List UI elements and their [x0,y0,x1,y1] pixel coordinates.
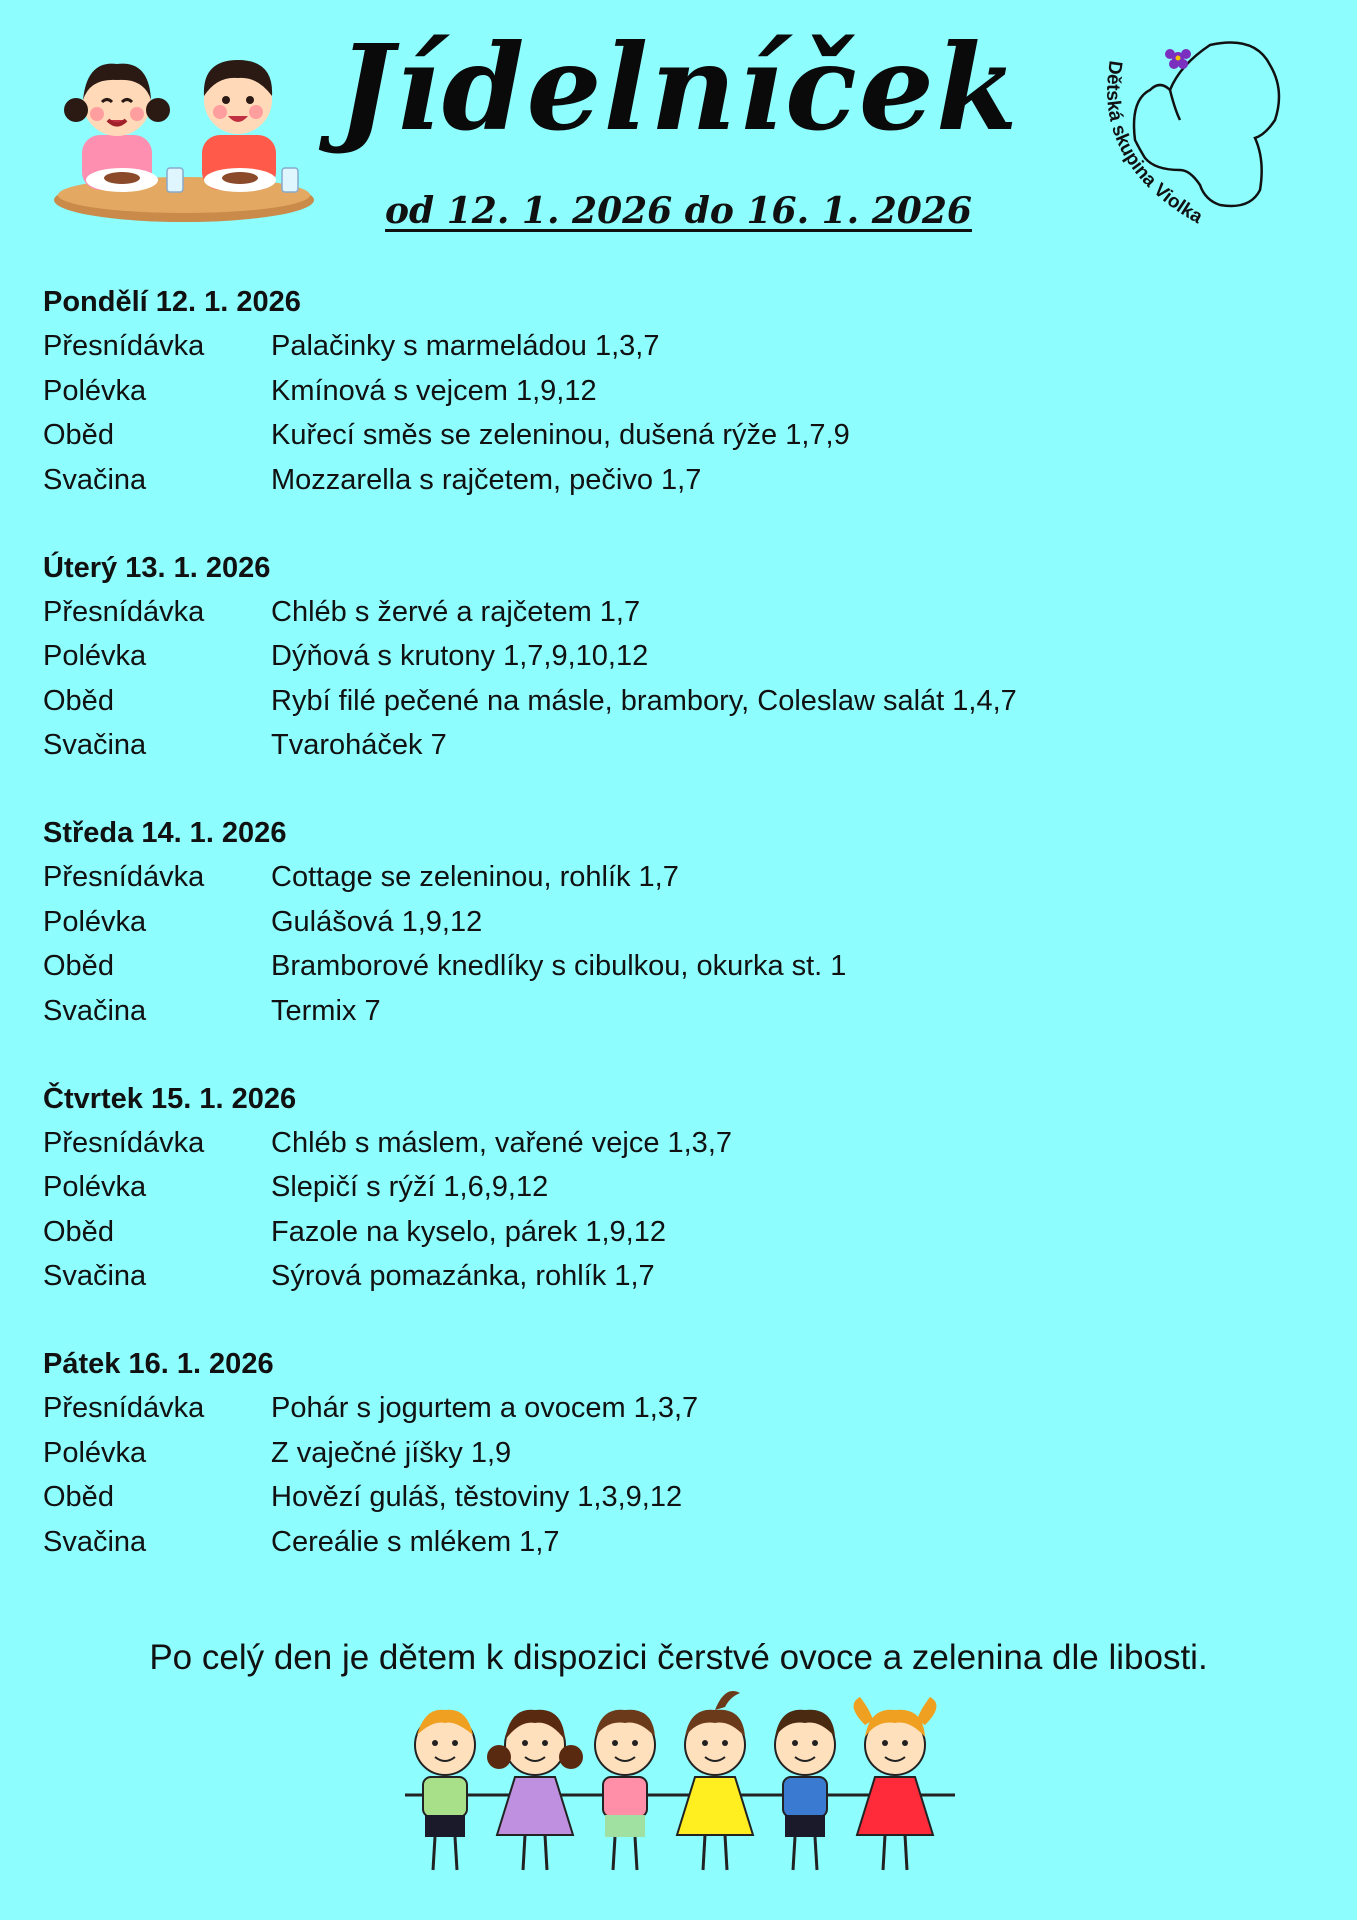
meal-row [43,989,1323,1034]
kids-holding-hands-illustration [395,1685,965,1885]
meal-name: Přesnídávka [43,330,205,362]
meal-row [43,324,1323,369]
meal-row [43,1431,1323,1476]
meal-name: Svačina [43,463,147,496]
meal-dish: Fazole na kyselo, párek 1,9,12 [271,1215,666,1248]
meal-dish: Gulášová 1,9,12 [271,905,483,938]
meal-name: Svačina [43,994,147,1027]
meal-dish: Cereálie s mlékem 1,7 [271,1525,560,1558]
meal-name: Přesnídávka [43,861,205,893]
fruit-note: Po celý den je dětem k dispozici čerstvé ovoce a zelenina dle libosti. [149,1638,1208,1677]
meal-name: Svačina [43,1525,147,1558]
violka-logo [1070,20,1320,260]
meal-row [43,1165,1323,1210]
meal-dish: Chléb s máslem, vařené vejce 1,3,7 [271,1126,732,1159]
meal-row [43,634,1323,679]
meal-row [43,855,1323,900]
day-title: Pátek 16. 1. 2026 [43,1348,274,1380]
meal-name: Polévka [43,1171,147,1203]
meal-dish: Dýňová s krutony 1,7,9,10,12 [271,640,649,672]
meal-row [43,1254,1323,1299]
meal-dish: Z vaječné jíšky 1,9 [271,1436,512,1469]
meal-row [43,944,1323,989]
meal-name: Přesnídávka [43,595,205,628]
meal-name: Přesnídávka [43,1392,205,1424]
meal-dish: Pohár s jogurtem a ovocem 1,3,7 [271,1392,699,1424]
meal-row [43,1520,1323,1565]
meal-dish: Kuřecí směs se zeleninou, dušená rýže 1,7,9 [271,419,850,451]
day-title: Pondělí 12. 1. 2026 [43,286,301,318]
meal-name: Oběd [43,684,114,717]
meal-name: Oběd [43,1215,114,1248]
meal-dish: Kmínová s vejcem 1,9,12 [271,374,597,407]
meal-row [43,1210,1323,1255]
meal-row [43,458,1323,503]
logo-text: Dětská skupina Violka [1102,59,1206,228]
meal-dish: Sýrová pomazánka, rohlík 1,7 [271,1260,655,1292]
meal-dish: Termix 7 [271,994,381,1027]
meal-row [43,1121,1323,1166]
meal-row [43,1475,1323,1520]
day-monday [43,280,1323,502]
day-title: Čtvrtek 15. 1. 2026 [43,1082,297,1115]
meal-dish: Cottage se zeleninou, rohlík 1,7 [271,861,679,893]
meal-dish: Slepičí s rýží 1,6,9,12 [271,1171,549,1203]
day-title: Středa 14. 1. 2026 [43,817,287,849]
meal-row [43,1386,1323,1431]
meal-dish: Hovězí guláš, těstoviny 1,3,9,12 [271,1481,683,1513]
day-tuesday [43,546,1323,768]
meal-name: Polévka [43,905,147,938]
day-friday [43,1342,1323,1564]
meal-name: Polévka [43,640,147,672]
meal-row [43,679,1323,724]
meal-name: Přesnídávka [43,1126,205,1159]
meal-dish: Palačinky s marmeládou 1,3,7 [271,330,660,362]
page-title: Jídelníček [337,18,1020,157]
meal-name: Polévka [43,374,147,407]
meal-name: Oběd [43,419,114,451]
meal-dish: Tvaroháček 7 [271,729,447,761]
day-wednesday [43,811,1323,1033]
meal-name: Svačina [43,1260,147,1292]
date-range-text: od 12. 1. 2026 do 16. 1. 2026 [385,190,972,232]
meal-row [43,369,1323,414]
meal-row [43,723,1323,768]
meal-row [43,413,1323,458]
meal-name: Oběd [43,1481,114,1513]
meal-name: Svačina [43,729,147,761]
meal-row [43,590,1323,635]
meal-row [43,900,1323,945]
meal-dish: Chléb s žervé a rajčetem 1,7 [271,595,641,628]
meal-dish: Bramborové knedlíky s cibulkou, okurka st. 1 [271,950,847,982]
meal-dish: Rybí filé pečené na másle, brambory, Coleslaw salát 1,4,7 [271,684,1017,717]
weekly-menu [43,280,1323,1608]
day-title: Úterý 13. 1. 2026 [43,551,271,584]
svg-text:Dětská skupina Violka [1102,59,1206,228]
meal-name: Polévka [43,1436,147,1469]
day-thursday [43,1077,1323,1299]
meal-dish: Mozzarella s rajčetem, pečivo 1,7 [271,463,702,496]
meal-name: Oběd [43,950,114,982]
